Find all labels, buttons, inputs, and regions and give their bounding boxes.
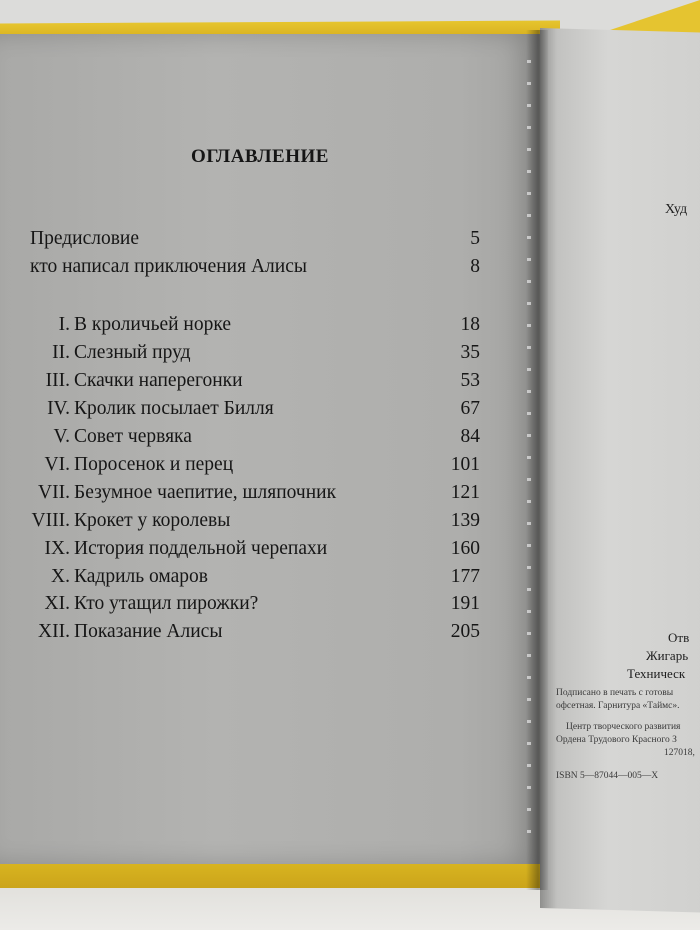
toc-chapter-page: 121 [450, 482, 480, 503]
toc-chapter-title: Слезный пруд [74, 342, 191, 363]
toc-chapter-number: VII. [38, 482, 70, 503]
imprint-line-1: Подписано в печать с готовы [556, 688, 674, 698]
toc-chapter-page: 67 [460, 398, 480, 419]
imprint-line-3: Центр творческого развития [566, 722, 681, 732]
imprint-line-5: 127018, [664, 748, 695, 758]
toc-chapter-page: 18 [460, 314, 480, 335]
toc-chapter-number: III. [45, 370, 70, 391]
toc-chapter-title: Скачки наперегонки [74, 370, 243, 391]
toc-chapter-title: В кроличьей норке [74, 314, 232, 335]
toc-entry-title: Предисловие [30, 228, 140, 249]
toc-chapter-page: 177 [450, 566, 480, 587]
imprint-credit-2: Жигарь [646, 648, 689, 663]
imprint-top-word: Худ [665, 202, 688, 217]
toc-chapter-title: Показание Алисы [74, 621, 223, 642]
toc-entry-page: 8 [470, 256, 480, 277]
imprint-credit-3: Техническ [627, 666, 686, 681]
toc-chapter-page: 191 [450, 593, 480, 614]
toc-chapter-10 [0, 566, 480, 592]
toc-chapter-page: 160 [450, 538, 480, 559]
toc-chapter-5 [0, 426, 480, 452]
toc-chapter-number: I. [58, 314, 70, 335]
toc-chapter-number: IV. [47, 398, 70, 419]
toc-chapter-2 [0, 342, 480, 368]
toc-entry-page: 5 [470, 228, 480, 249]
toc-heading: ОГЛАВЛЕНИЕ [191, 146, 329, 167]
toc-entry-author-note [0, 256, 480, 282]
toc-chapter-8 [0, 510, 480, 536]
toc-entry-preface [0, 228, 480, 254]
binding-stitch [527, 60, 531, 850]
toc-chapter-page: 139 [450, 510, 480, 531]
toc-chapter-number: VIII. [31, 510, 70, 531]
toc-chapter-number: VI. [44, 454, 70, 475]
toc-chapter-number: XI. [44, 593, 70, 614]
imprint-credit-1: Отв [668, 630, 690, 645]
toc-chapter-page: 35 [460, 342, 480, 363]
toc-chapter-page: 101 [450, 454, 480, 475]
toc-chapter-title: Кролик посылает Билля [74, 398, 274, 419]
imprint-isbn: ISBN 5—87044—005—X [556, 771, 659, 781]
toc-chapter-title: Кадриль омаров [74, 566, 208, 587]
toc-chapter-number: V. [53, 426, 70, 447]
toc-chapter-number: X. [51, 566, 70, 587]
imprint-line-4: Ордена Трудового Красного З [556, 735, 677, 745]
toc-chapter-4 [0, 398, 480, 424]
toc-chapter-page: 53 [460, 370, 480, 391]
toc-chapter-number: IX. [44, 538, 70, 559]
toc-chapter-title: История поддельной черепахи [74, 538, 328, 559]
toc-chapter-title: Совет червяка [74, 426, 192, 447]
toc-chapter-number: XII. [38, 621, 70, 642]
toc-chapter-7 [0, 482, 480, 508]
toc-chapter-9 [0, 538, 480, 564]
toc-chapter-title: Кто утащил пирожки? [74, 593, 259, 614]
toc-chapter-title: Безумное чаепитие, шляпочник [74, 482, 337, 503]
toc-chapter-number: II. [52, 342, 70, 363]
toc-chapter-page: 205 [450, 621, 480, 642]
toc-chapter-11 [0, 593, 480, 619]
toc-chapter-12 [0, 621, 480, 647]
toc-chapter-6 [0, 454, 480, 480]
toc-chapter-page: 84 [460, 426, 480, 447]
toc-chapter-title: Поросенок и перец [74, 454, 234, 475]
imprint-line-2: офсетная. Гарнитура «Таймс». [556, 701, 680, 711]
toc-chapter-title: Крокет у королевы [74, 510, 231, 531]
toc-chapter-3 [0, 370, 480, 396]
toc-chapter-1 [0, 314, 480, 340]
toc-entry-title: кто написал приключения Алисы [30, 256, 307, 277]
